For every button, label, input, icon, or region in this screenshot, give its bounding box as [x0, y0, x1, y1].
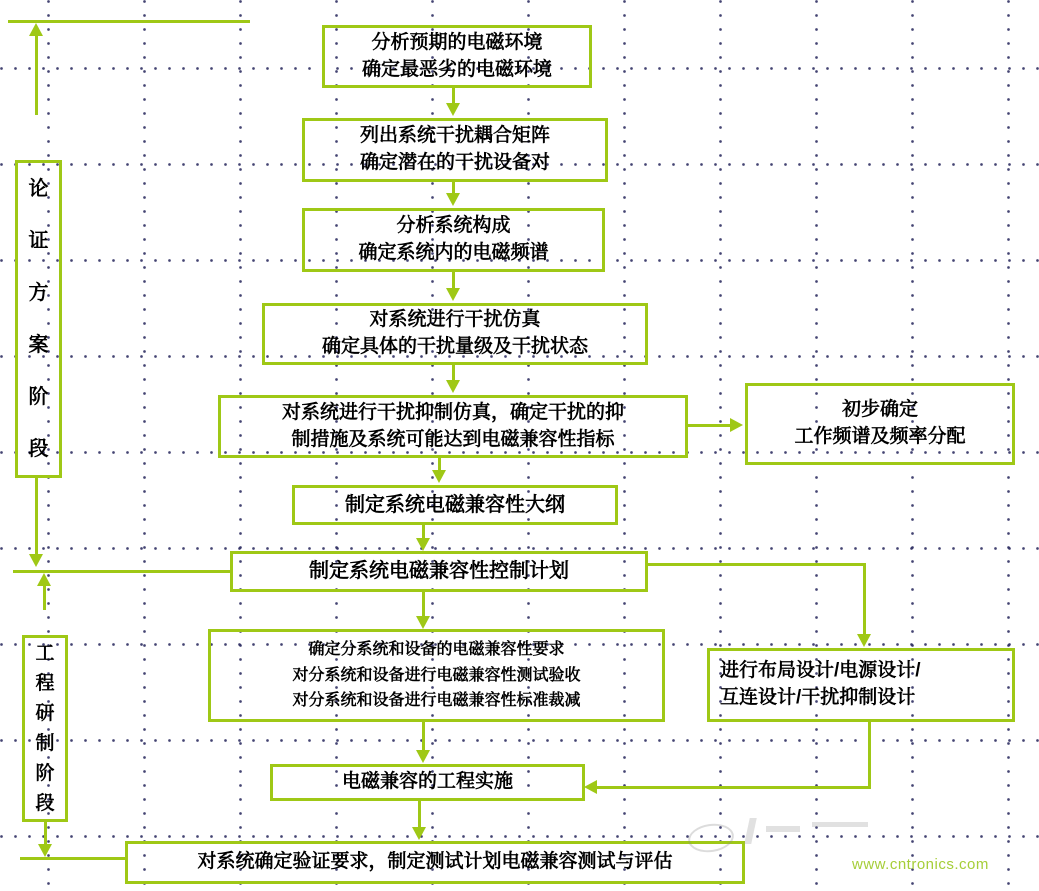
arrow-6-shaft — [422, 525, 425, 539]
node-layout-design-line2: 互连设计/干扰抑制设计 — [720, 687, 916, 708]
node-emc-outline — [292, 485, 618, 525]
phase-box-engineering — [22, 635, 68, 822]
node-suppression-sim-line1: 对系统进行干扰抑制仿真，确定干扰的抑 — [281, 401, 624, 423]
node-freq-allocation — [745, 383, 1015, 465]
plan-right-v — [863, 563, 866, 635]
node-system-composition — [302, 208, 605, 272]
phase1-down-shaft — [35, 478, 38, 555]
node-subsystem-requirements-line3: 对分系统和设备进行电磁兼容性标准裁减 — [292, 692, 581, 710]
node-emc-control-plan — [230, 551, 648, 592]
node-freq-allocation-line1: 初步确定 — [841, 399, 918, 421]
layout-left-h — [597, 786, 871, 789]
layout-down-v — [868, 722, 871, 788]
node-coupling-matrix-line2: 确定潜在的干扰设备对 — [359, 152, 550, 173]
arrow-freq-shaft — [688, 424, 732, 427]
phase2-bottom-h — [20, 857, 126, 860]
faint-watermark — [766, 826, 800, 832]
node-verification-line1: 对系统确定验证要求，制定测试计划电磁兼容测试与评估 — [197, 851, 673, 873]
phase2-up-shaft — [43, 585, 46, 610]
node-engineering-impl-line1: 电磁兼容的工程实施 — [341, 771, 513, 793]
arrow-right-icon — [730, 418, 743, 432]
plan-right-h — [648, 563, 866, 566]
node-suppression-sim — [218, 395, 688, 458]
arrow-down-icon — [446, 103, 460, 116]
phase2-down-shaft — [44, 822, 47, 845]
arrow-1-shaft — [452, 88, 455, 104]
arrow-down-icon — [432, 470, 446, 483]
node-verification — [125, 841, 745, 884]
arrow-8-shaft — [422, 722, 425, 751]
node-analyze-env — [322, 25, 592, 88]
arrow-down-icon — [857, 634, 871, 647]
node-coupling-matrix-line1: 列出系统干扰耦合矩阵 — [359, 125, 550, 147]
node-system-composition-line2: 确定系统内的电磁频谱 — [358, 242, 549, 263]
node-interference-sim-line2: 确定具体的干扰量级及干扰状态 — [321, 336, 588, 357]
arrow-down-icon — [412, 827, 426, 840]
node-subsystem-requirements-line2: 对分系统和设备进行电磁兼容性测试验收 — [292, 666, 581, 684]
node-layout-design — [707, 648, 1015, 722]
site-watermark: www.cntronics.com — [852, 856, 989, 873]
arrow-down-icon — [446, 288, 460, 301]
phase-label-demonstration: 论证方案阶段 — [28, 178, 49, 460]
arrow-down-icon — [416, 750, 430, 763]
arrow-down-icon — [38, 844, 52, 857]
node-emc-outline-line1: 制定系统电磁兼容性大纲 — [345, 493, 565, 516]
arrow-down-icon — [416, 538, 430, 551]
node-suppression-sim-line2: 制措施及系统可能达到电磁兼容性指标 — [291, 428, 615, 450]
arrow-9-shaft — [418, 801, 421, 828]
arrow-4-shaft — [452, 365, 455, 381]
arrow-3-shaft — [452, 272, 455, 289]
arrow-down-icon — [29, 554, 43, 567]
node-subsystem-requirements-line1: 确定分系统和设备的电磁兼容性要求 — [308, 641, 565, 659]
arrow-7-shaft — [422, 592, 425, 617]
arrow-left-icon — [584, 780, 597, 794]
node-analyze-env-line2: 确定最恶劣的电磁环境 — [361, 58, 552, 80]
arrow-down-icon — [416, 616, 430, 629]
node-interference-sim-line1: 对系统进行干扰仿真 — [369, 309, 541, 331]
faint-watermark — [744, 818, 757, 844]
faint-watermark — [812, 822, 868, 827]
node-freq-allocation-line2: 工作频谱及频率分配 — [794, 426, 966, 447]
node-analyze-env-line1: 分析预期的电磁环境 — [371, 31, 543, 53]
node-subsystem-requirements — [208, 629, 665, 722]
phase-label-engineering: 工程研制阶段 — [35, 642, 55, 814]
node-emc-control-plan-line1: 制定系统电磁兼容性控制计划 — [309, 560, 569, 583]
arrow-down-icon — [446, 380, 460, 393]
top-feedback-shaft — [35, 35, 38, 115]
node-engineering-impl — [270, 764, 585, 801]
node-layout-design-line1: 进行布局设计/电源设计/ — [720, 660, 921, 682]
node-coupling-matrix — [302, 118, 608, 182]
phase-box-demonstration — [15, 160, 62, 478]
node-system-composition-line1: 分析系统构成 — [396, 215, 511, 237]
arrow-down-icon — [446, 193, 460, 206]
node-interference-sim — [262, 303, 648, 365]
top-feedback-line — [8, 20, 250, 23]
